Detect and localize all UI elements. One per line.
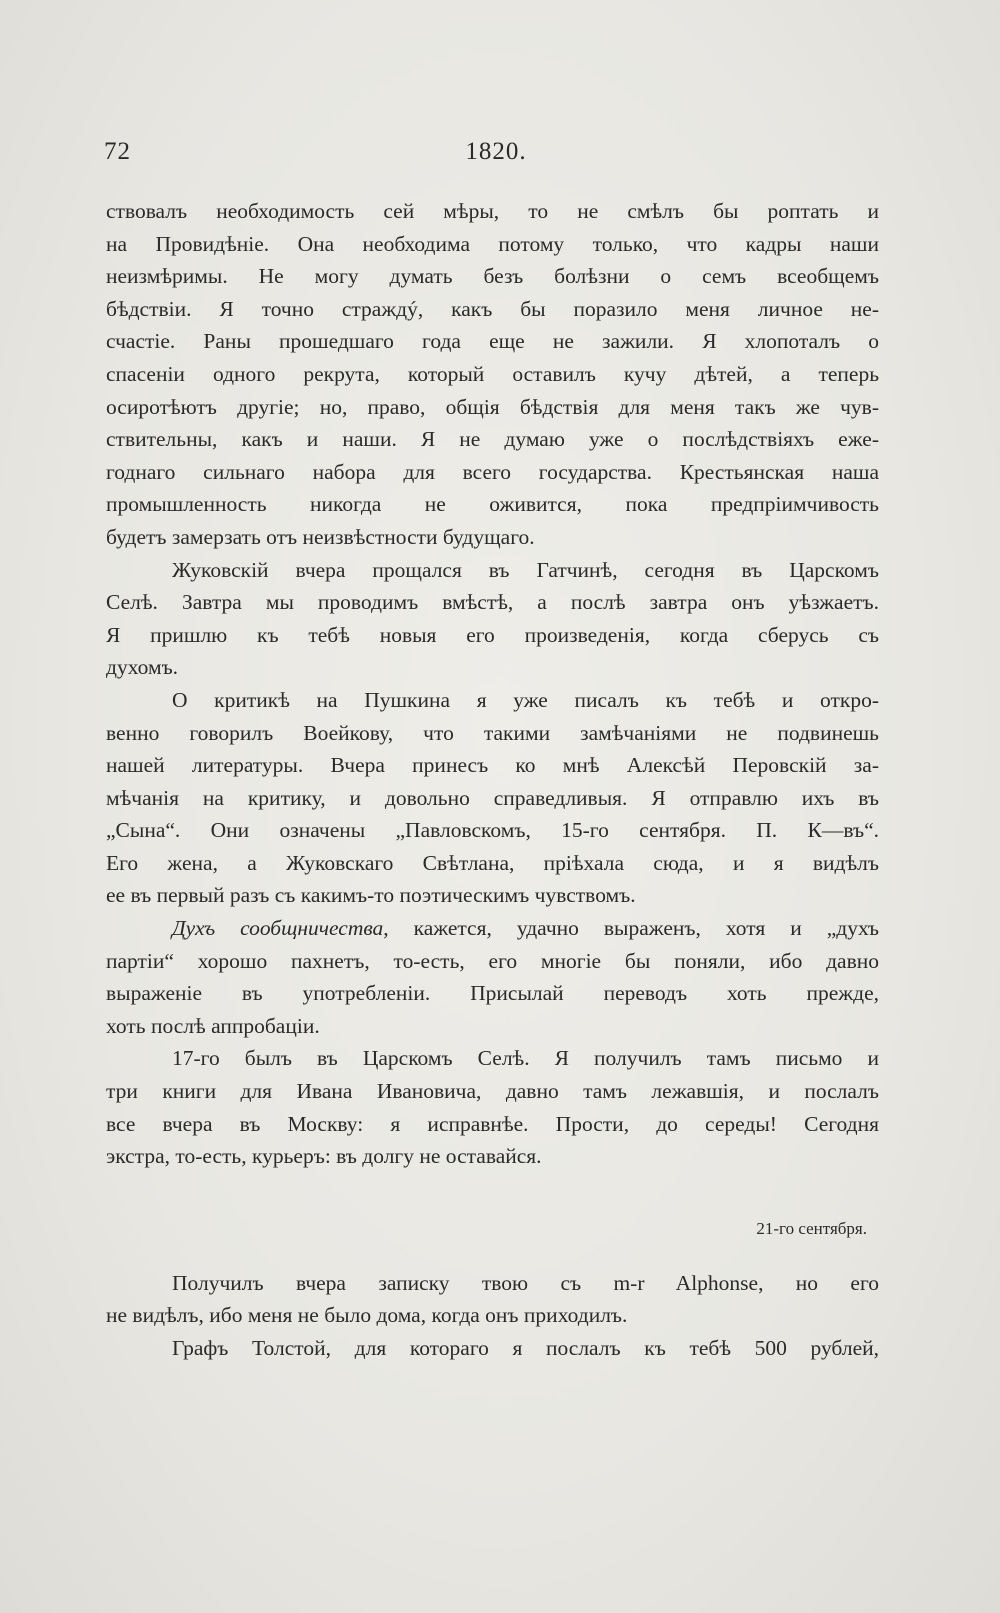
text-line bbox=[106, 912, 879, 945]
text-line: выраженіе въ употребленіи. Присылай переводъ хоть прежде, bbox=[106, 981, 879, 1006]
text-line: нашей литературы. Вчера принесъ ко мнѣ Алексѣй Перовскій за- bbox=[106, 753, 879, 778]
text-line: экстра, то-есть, курьеръ: въ долгу не оставайся. bbox=[106, 1144, 542, 1169]
section-gap bbox=[106, 1173, 879, 1213]
page-header bbox=[104, 138, 904, 172]
text-line: партіи“ хорошо пахнетъ, то-есть, его многіе бы поняли, ибо давно bbox=[106, 948, 879, 973]
text-line: на Провидѣніе. Она необходима потому только, что кадры наши bbox=[106, 231, 879, 256]
paragraph-4 bbox=[106, 912, 879, 1042]
text-line: ствовалъ необходимость сей мѣры, то не смѣлъ бы роптать и bbox=[106, 199, 879, 223]
text-line: неизмѣримы. Не могу думать безъ болѣзни о семъ всеобщемъ bbox=[106, 264, 879, 289]
paragraph-5 bbox=[106, 1042, 879, 1172]
text-line: спасеніи одного рекрута, который оставилъ кучу дѣтей, а теперь bbox=[106, 361, 879, 386]
text-line: „Сына“. Они означены „Павловскомъ, 15-го сентября. П. К—въ“. bbox=[106, 818, 879, 843]
body-text bbox=[106, 195, 879, 1365]
text-line: промышленность никогда не оживится, пока предпріимчивость bbox=[106, 492, 879, 517]
text-line: будетъ замерзать отъ неизвѣстности будущаго. bbox=[106, 524, 535, 549]
text-line: духомъ. bbox=[106, 655, 179, 680]
text-line: все вчера въ Москву: я исправнѣе. Прости, до середы! Сегодня bbox=[106, 1111, 879, 1136]
text-line: Жуковскій вчера прощался въ Гатчинѣ, сегодня въ Царскомъ bbox=[172, 557, 879, 582]
paragraph-1 bbox=[106, 195, 879, 554]
letter-dateline: 21-го сентября. bbox=[756, 1218, 867, 1238]
text-line: мѣчанія на критику, и довольно справедливыя. Я отправлю ихъ въ bbox=[106, 785, 879, 810]
text-line: годнаго сильнаго набора для всего государства. Крестьянская наша bbox=[106, 459, 879, 484]
text-line: хоть послѣ аппробаціи. bbox=[106, 1013, 320, 1038]
section-gap bbox=[106, 1245, 879, 1267]
text-fragment: , кажется, удачно выраженъ, хотя и „духъ bbox=[383, 916, 879, 941]
italic-phrase: Духъ сообщничества bbox=[172, 916, 384, 941]
text-line: Его жена, а Жуковскаго Свѣтлана, пріѣхала сюда, и я видѣлъ bbox=[106, 850, 879, 875]
text-line: Селѣ. Завтра мы проводимъ вмѣстѣ, а послѣ завтра онъ уѣзжаетъ. bbox=[106, 590, 879, 615]
text-line: три книги для Ивана Ивановича, давно тамъ лежавшія, и послалъ bbox=[106, 1079, 879, 1104]
paragraph-2 bbox=[106, 554, 879, 684]
text-line: бѣдствіи. Я точно страждý, какъ бы поразило меня личное не- bbox=[106, 296, 879, 321]
running-title: 1820. bbox=[465, 138, 527, 165]
text-line: ее въ первый разъ съ какимъ-то поэтическимъ чувствомъ. bbox=[106, 883, 636, 908]
text-line: 17-го былъ въ Царскомъ Селѣ. Я получилъ тамъ письмо и bbox=[172, 1046, 879, 1071]
paragraph-3 bbox=[106, 684, 879, 912]
paragraph-6 bbox=[106, 1267, 879, 1332]
text-line: Я пришлю къ тебѣ новыя его произведенія, когда сберусь съ bbox=[106, 622, 879, 647]
text-line: венно говорилъ Воейкову, что такими замѣчаніями не подвинешь bbox=[106, 720, 879, 745]
text-line: не видѣлъ, ибо меня не было дома, когда онъ приходилъ. bbox=[106, 1303, 628, 1328]
page-number: 72 bbox=[104, 138, 131, 165]
paragraph-7 bbox=[106, 1332, 879, 1365]
text-line: О критикѣ на Пушкина я уже писалъ къ тебѣ и откро- bbox=[172, 687, 879, 712]
text-line: Графъ Толстой, для котораго я послалъ къ тебѣ 500 рублей, bbox=[172, 1336, 879, 1360]
text-line: осиротѣютъ другіе; но, право, общія бѣдствія для меня такъ же чув- bbox=[106, 394, 879, 419]
text-line: счастіе. Раны прошедшаго года еще не зажили. Я хлопоталъ о bbox=[106, 329, 879, 354]
text-line: Получилъ вчера записку твою съ m-r Alphonse, но его bbox=[172, 1270, 879, 1295]
text-line: ствительны, какъ и наши. Я не думаю уже о послѣдствіяхъ еже- bbox=[106, 427, 879, 452]
